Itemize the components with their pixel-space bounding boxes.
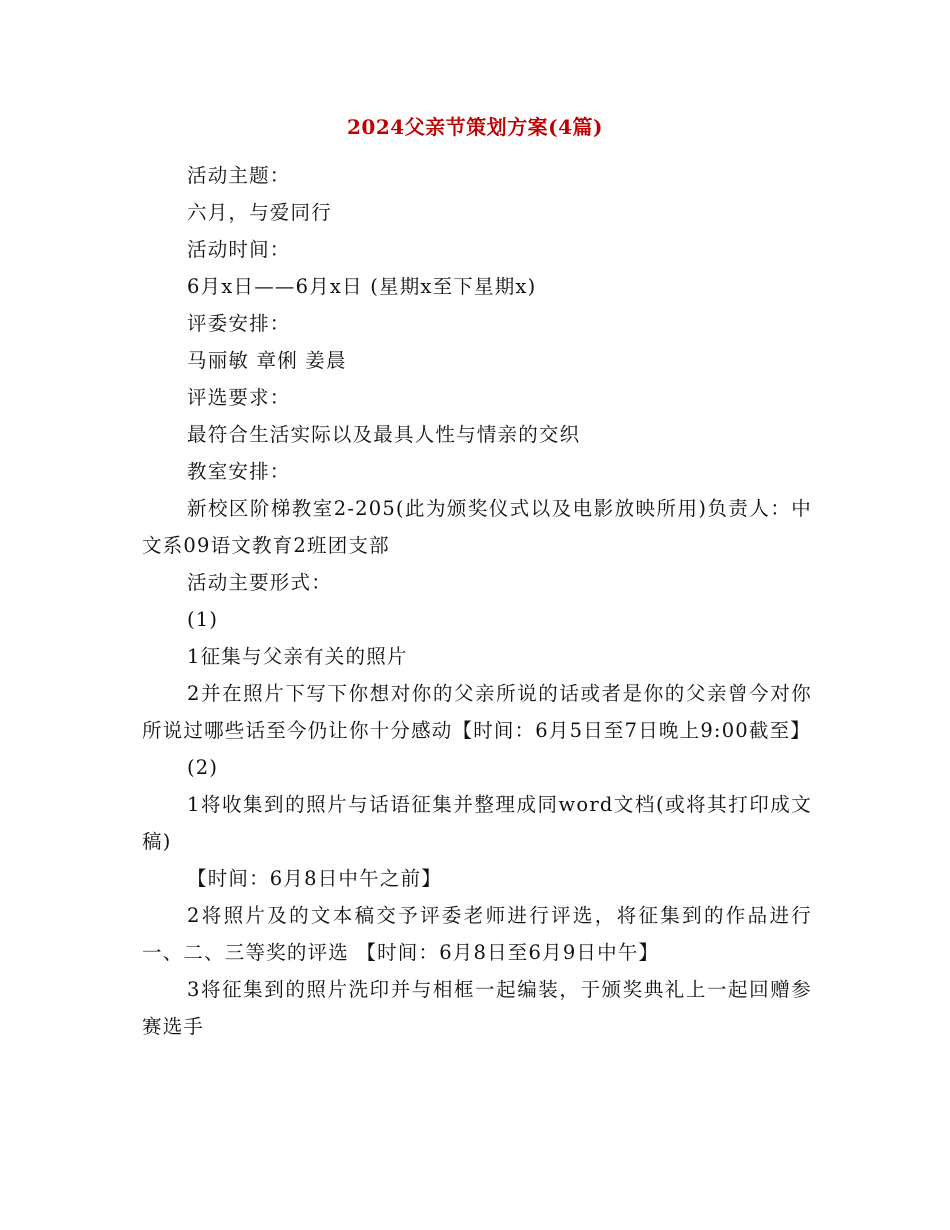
paragraph: 最符合生活实际以及最具人性与情亲的交织 <box>187 423 581 446</box>
paragraph: 【时间：6月8日中午之前】 <box>187 867 442 890</box>
document-body <box>142 157 812 1045</box>
paragraph: 活动时间： <box>187 238 291 261</box>
paragraph: 1将收集到的照片与话语征集并整理成同word文档(或将其打印成文稿) <box>142 793 812 853</box>
paragraph: 2并在照片下写下你想对你的父亲所说的话或者是你的父亲曾今对你所说过哪些话至今仍让你十分感动【时间：6月5日至7日晚上9:00截至】 <box>142 682 812 742</box>
paragraph: 教室安排： <box>187 460 291 483</box>
paragraph: (1) <box>187 608 219 631</box>
paragraph: 评委安排： <box>187 312 291 335</box>
paragraph: 1征集与父亲有关的照片 <box>187 645 408 668</box>
paragraph: 马丽敏 章俐 姜晨 <box>187 349 347 372</box>
paragraph: 评选要求： <box>187 386 291 409</box>
paragraph: 活动主要形式： <box>187 571 332 594</box>
paragraph: 六月，与爱同行 <box>187 201 332 224</box>
paragraph: 活动主题： <box>187 164 291 187</box>
paragraph: 3将征集到的照片洗印并与相框一起编装，于颁奖典礼上一起回赠参赛选手 <box>142 978 812 1038</box>
paragraph: 新校区阶梯教室2-205(此为颁奖仪式以及电影放映所用)负责人：中文系09语文教育2班团支部 <box>142 497 812 557</box>
paragraph: 2将照片及的文本稿交予评委老师进行评选，将征集到的作品进行一、二、三等奖的评选 【时间：6月8日至6月9日中午】 <box>142 904 812 964</box>
paragraph: 6月x日——6月x日 (星期x至下星期x) <box>187 275 537 298</box>
document-title: 2024父亲节策划方案(4篇) <box>346 115 603 139</box>
paragraph: (2) <box>187 756 219 779</box>
